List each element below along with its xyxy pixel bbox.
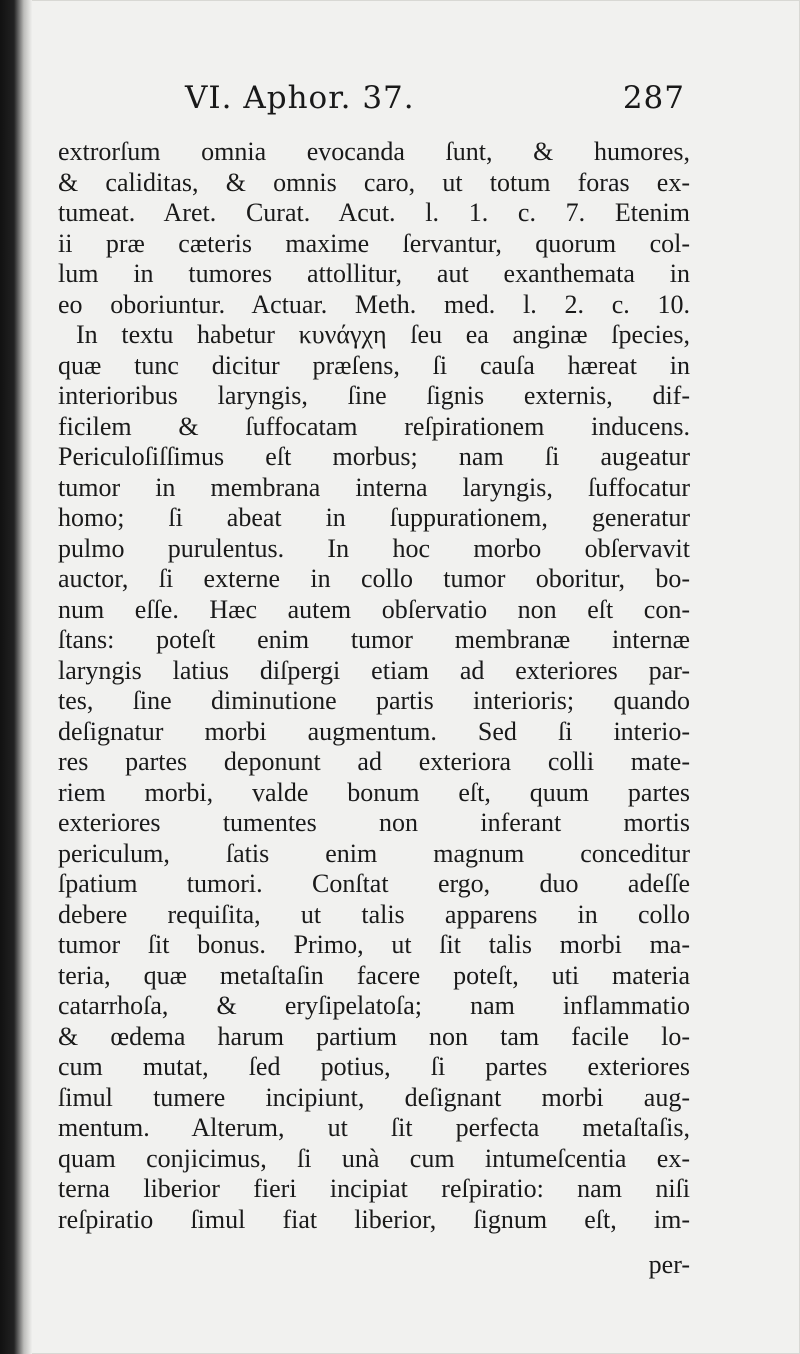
page-header [185, 80, 685, 116]
text-line: Periculoſiſſimus eſt morbus; nam ſi augeatur [58, 442, 690, 471]
text-line: quam conjicimus, ſi unà cum intumeſcentia ex- [58, 1143, 690, 1173]
text-line: tes, ſine diminutione partis interioris; quando [58, 686, 690, 715]
text-line: debere requiſita, ut talis apparens in collo [58, 899, 690, 929]
page-number: 287 [622, 80, 685, 116]
text-line: & œdema harum partium non tam facile lo- [58, 1021, 690, 1051]
text-line: tumor in membrana interna laryngis, ſuffocatur [58, 472, 690, 502]
text-line: eo oboriuntur. Actuar. Meth. med. l. 2. c. 10. [58, 289, 690, 319]
text-line: deſignatur morbi augmentum. Sed ſi interio- [58, 716, 690, 746]
text-line: ſtans: poteſt enim tumor membranæ internæ [58, 625, 690, 654]
text-line: quæ tunc dicitur præſens, ſi cauſa hæreat in [58, 350, 690, 380]
text-line: mentum. Alterum, ut ſit perfecta metaſtaſis, [58, 1113, 690, 1142]
text-line: extrorſum omnia evocanda ſunt, & humores, [58, 137, 690, 166]
text-line: riem morbi, valde bonum eſt, quum partes [58, 777, 690, 807]
text-line: num eſſe. Hæc autem obſervatio non eſt con- [58, 594, 690, 624]
text-line: exteriores tumentes non inferant mortis [58, 808, 690, 837]
text-line: ficilem & ſuffocatam reſpirationem inducens. [58, 411, 690, 441]
text-line: periculum, ſatis enim magnum conceditur [58, 838, 690, 868]
text-line: In textu habetur κυνάγχη ſeu ea anginæ ſpecies, [76, 320, 690, 349]
text-line: ſpatium tumori. Conſtat ergo, duo adeſſe [58, 869, 690, 898]
text-line: laryngis latius diſpergi etiam ad exteriores par- [58, 655, 690, 685]
text-line: interioribus laryngis, ſine ſignis externis, dif- [58, 381, 690, 410]
text-line: teria, quæ metaſtaſin facere poteſt, uti materia [58, 960, 690, 990]
text-line: reſpiratio ſimul fiat liberior, ſignum eſt, im- [58, 1204, 690, 1234]
text-line: pulmo purulentus. In hoc morbo obſervavit [58, 533, 690, 563]
text-line: tumeat. Aret. Curat. Acut. l. 1. c. 7. Etenim [58, 198, 690, 227]
text-line: auctor, ſi externe in collo tumor oboritur, bo- [58, 564, 690, 593]
text-line: homo; ſi abeat in ſuppurationem, generatur [58, 503, 690, 532]
text-line: terna liberior fieri incipiat reſpiratio: nam niſi [58, 1174, 690, 1203]
running-head: VI. Aphor. 37. [185, 80, 415, 116]
text-line: cum mutat, ſed potius, ſi partes exteriores [58, 1052, 690, 1081]
text-line: ſimul tumere incipiunt, deſignant morbi aug- [58, 1082, 690, 1112]
text-line: ii præ cæteris maxime ſervantur, quorum col- [58, 228, 690, 258]
body-text [58, 137, 690, 1235]
text-line: lum in tumores attollitur, aut exanthemata in [58, 259, 690, 288]
page-edge-shadow [0, 0, 32, 1354]
text-line: res partes deponunt ad exteriora colli mate- [58, 747, 690, 776]
catchword: per- [648, 1250, 690, 1279]
text-line: catarrhoſa, & eryſipelatoſa; nam inflammatio [58, 991, 690, 1020]
text-line: tumor ſit bonus. Primo, ut ſit talis morbi ma- [58, 930, 690, 959]
text-line: & caliditas, & omnis caro, ut totum foras ex- [58, 167, 690, 197]
